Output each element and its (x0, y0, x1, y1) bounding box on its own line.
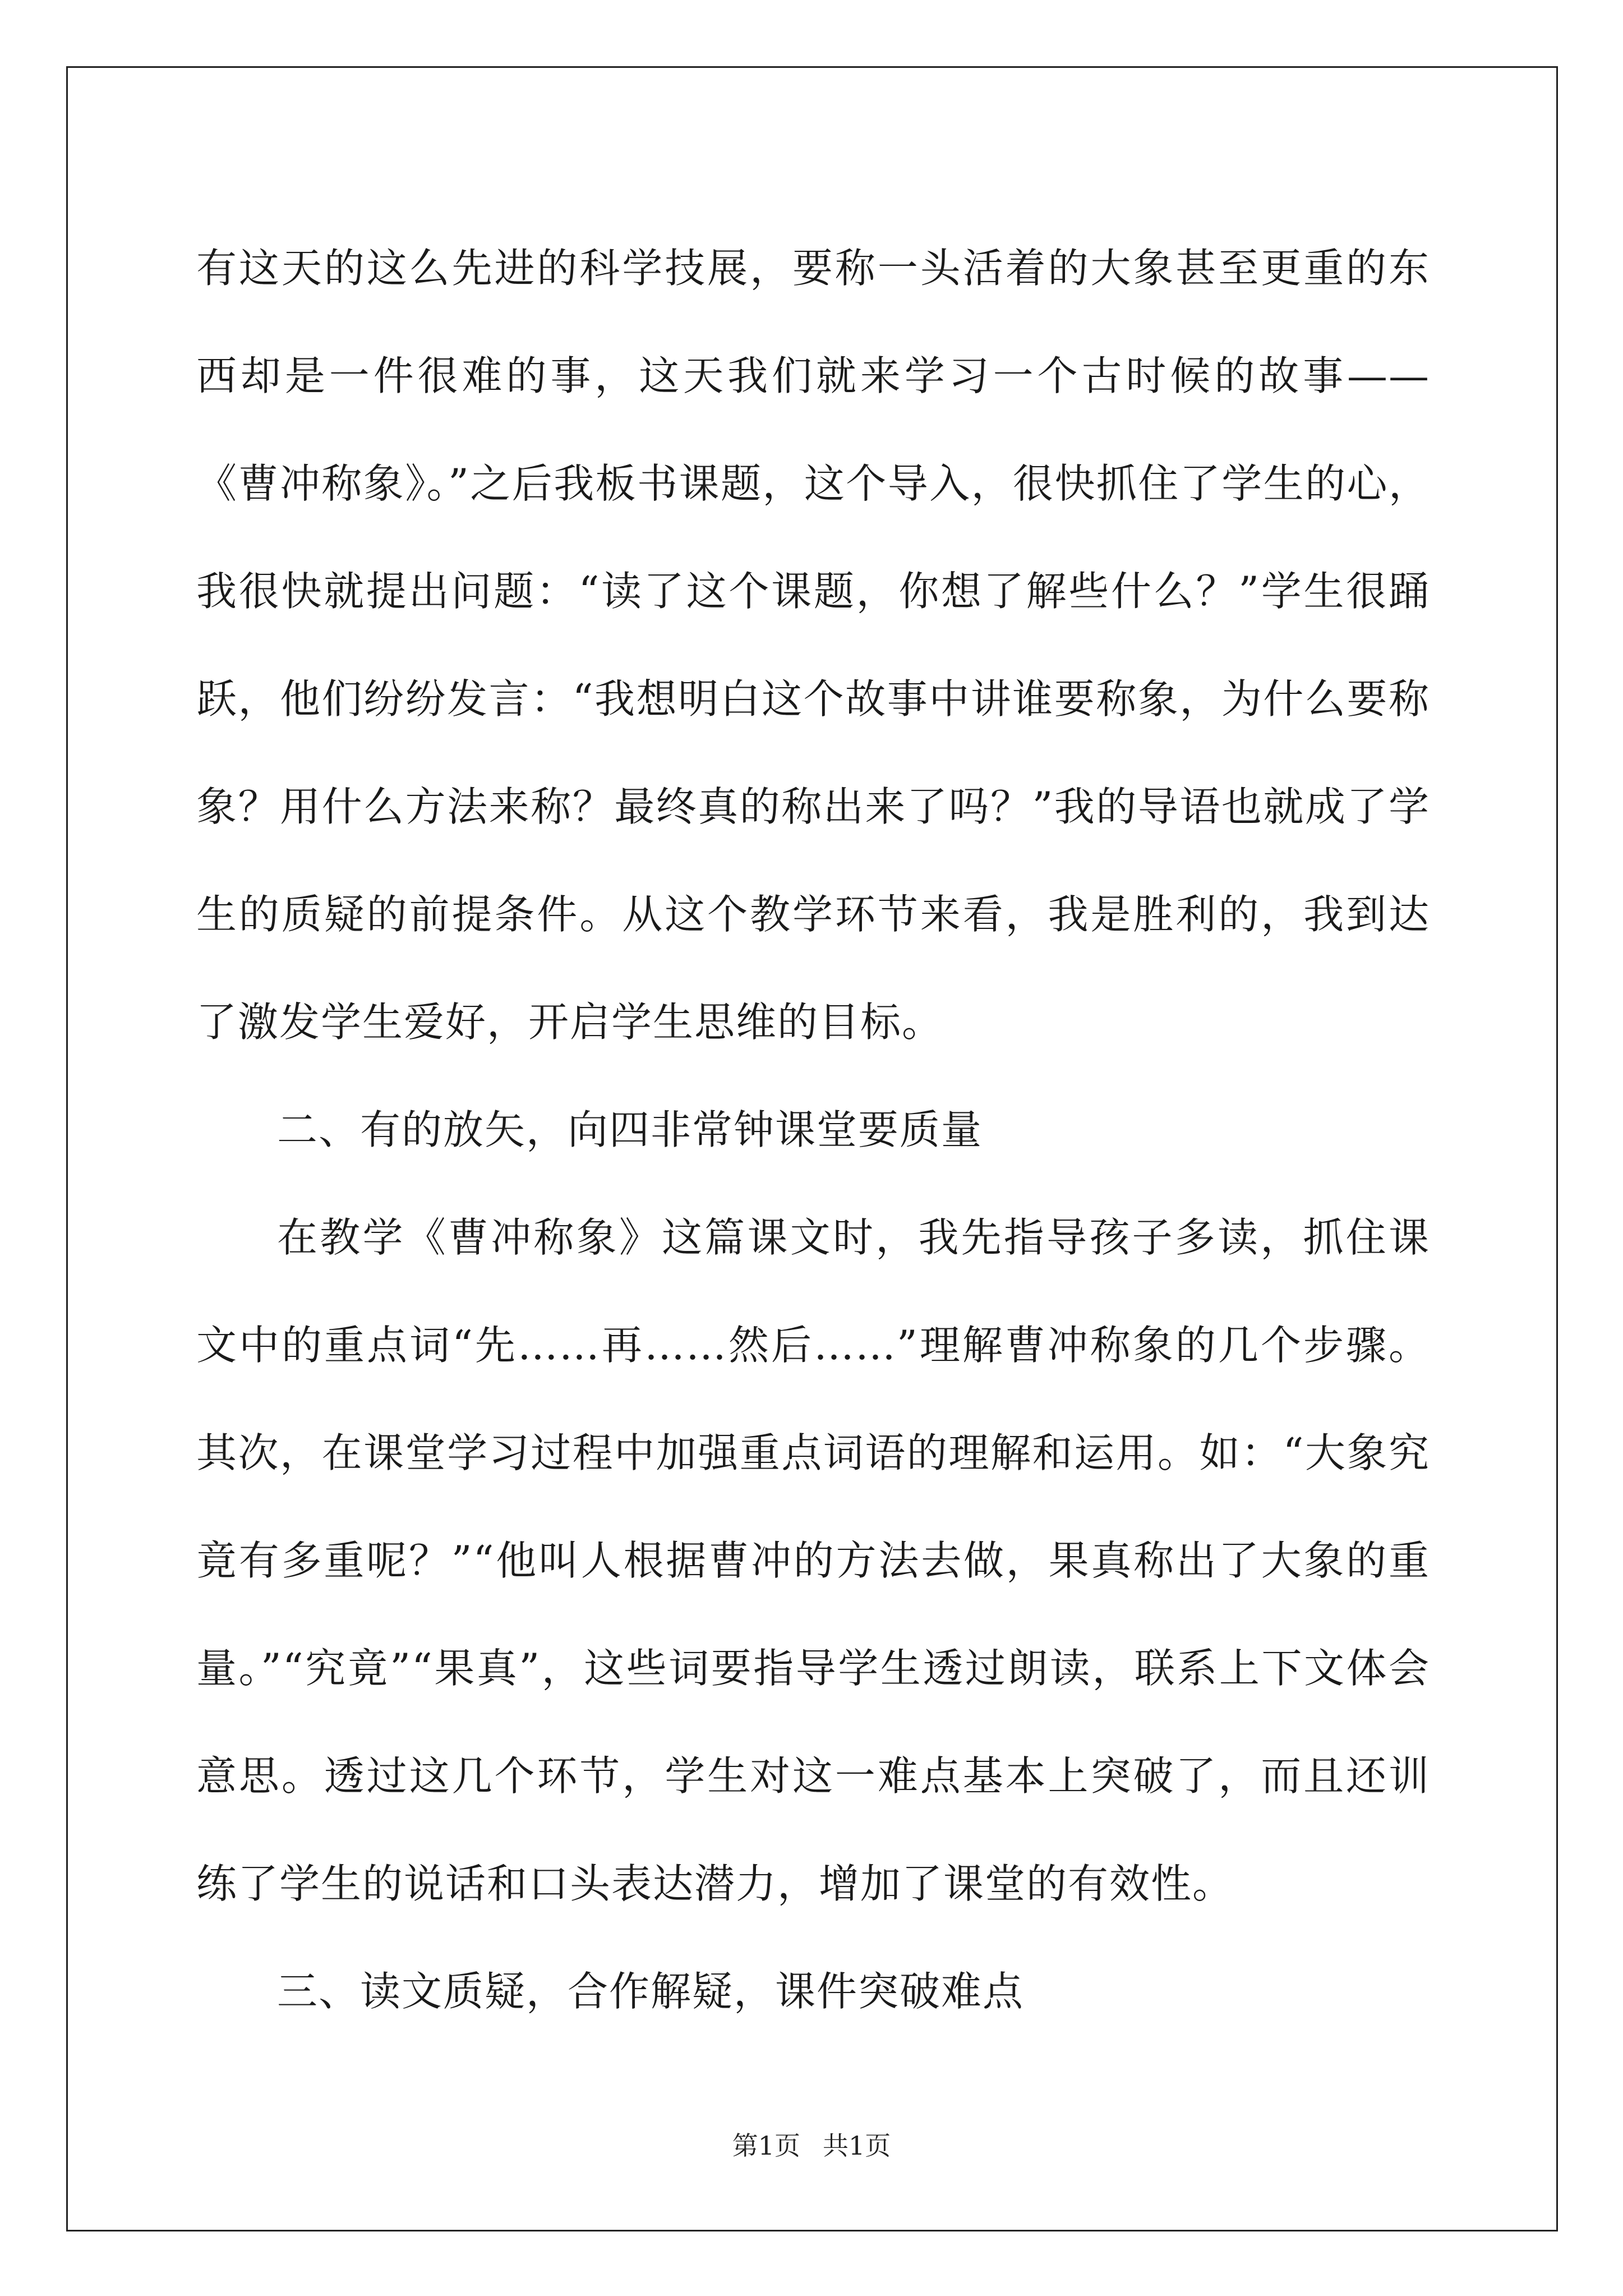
section-heading-two: 二、有的放矢，向四非常钟课堂要质量 (277, 1106, 983, 1153)
paragraph-intro-continued: 有这天的这么先进的科学技展，要称一头活着的大象甚至更重的东西却是一件很难的事，这天我们就来学习一个古时候的故事——《曹冲称象》。”之后我板书课题，这个导入，很快抓住了学生的心，我很快就提出问题：“读了这个课题，你想了解些什么？”学生很踊跃，他们纷纷发言：“我想明白这个故事中讲谁要称象，为什么要称象？用什么方法来称？最终真的称出来了吗？”我的导语也就成了学生的质疑的前提条件。从这个教学环节来看，我是胜利的，我到达了激发学生爱好，开启学生思维的目标。 (196, 245, 1430, 1046)
page-footer (0, 2129, 1623, 2162)
document-body (196, 214, 1430, 2045)
section-heading-three: 三、读文质疑，合作解疑，课件突破难点 (277, 1968, 1025, 2015)
page-total: 共1页 (823, 2131, 891, 2161)
paragraph-section-two: 在教学《曹冲称象》这篇课文时，我先指导孩子多读，抓住课文中的重点词“先……再……然后……”理解曹冲称象的几个步骤。其次，在课堂学习过程中加强重点词语的理解和运用。如：“大象究竟有多重呢？”“他叫人根据曹冲的方法去做，果真称出了大象的重量。”“究竟”“果真”，这些词要指导学生透过朗读，联系上下文体会意思。透过这几个环节，学生对这一难点基本上突破了，而且还训练了学生的说话和口头表达潜力，增加了课堂的有效性。 (196, 1214, 1430, 1907)
page-number: 第1页 (732, 2131, 800, 2161)
